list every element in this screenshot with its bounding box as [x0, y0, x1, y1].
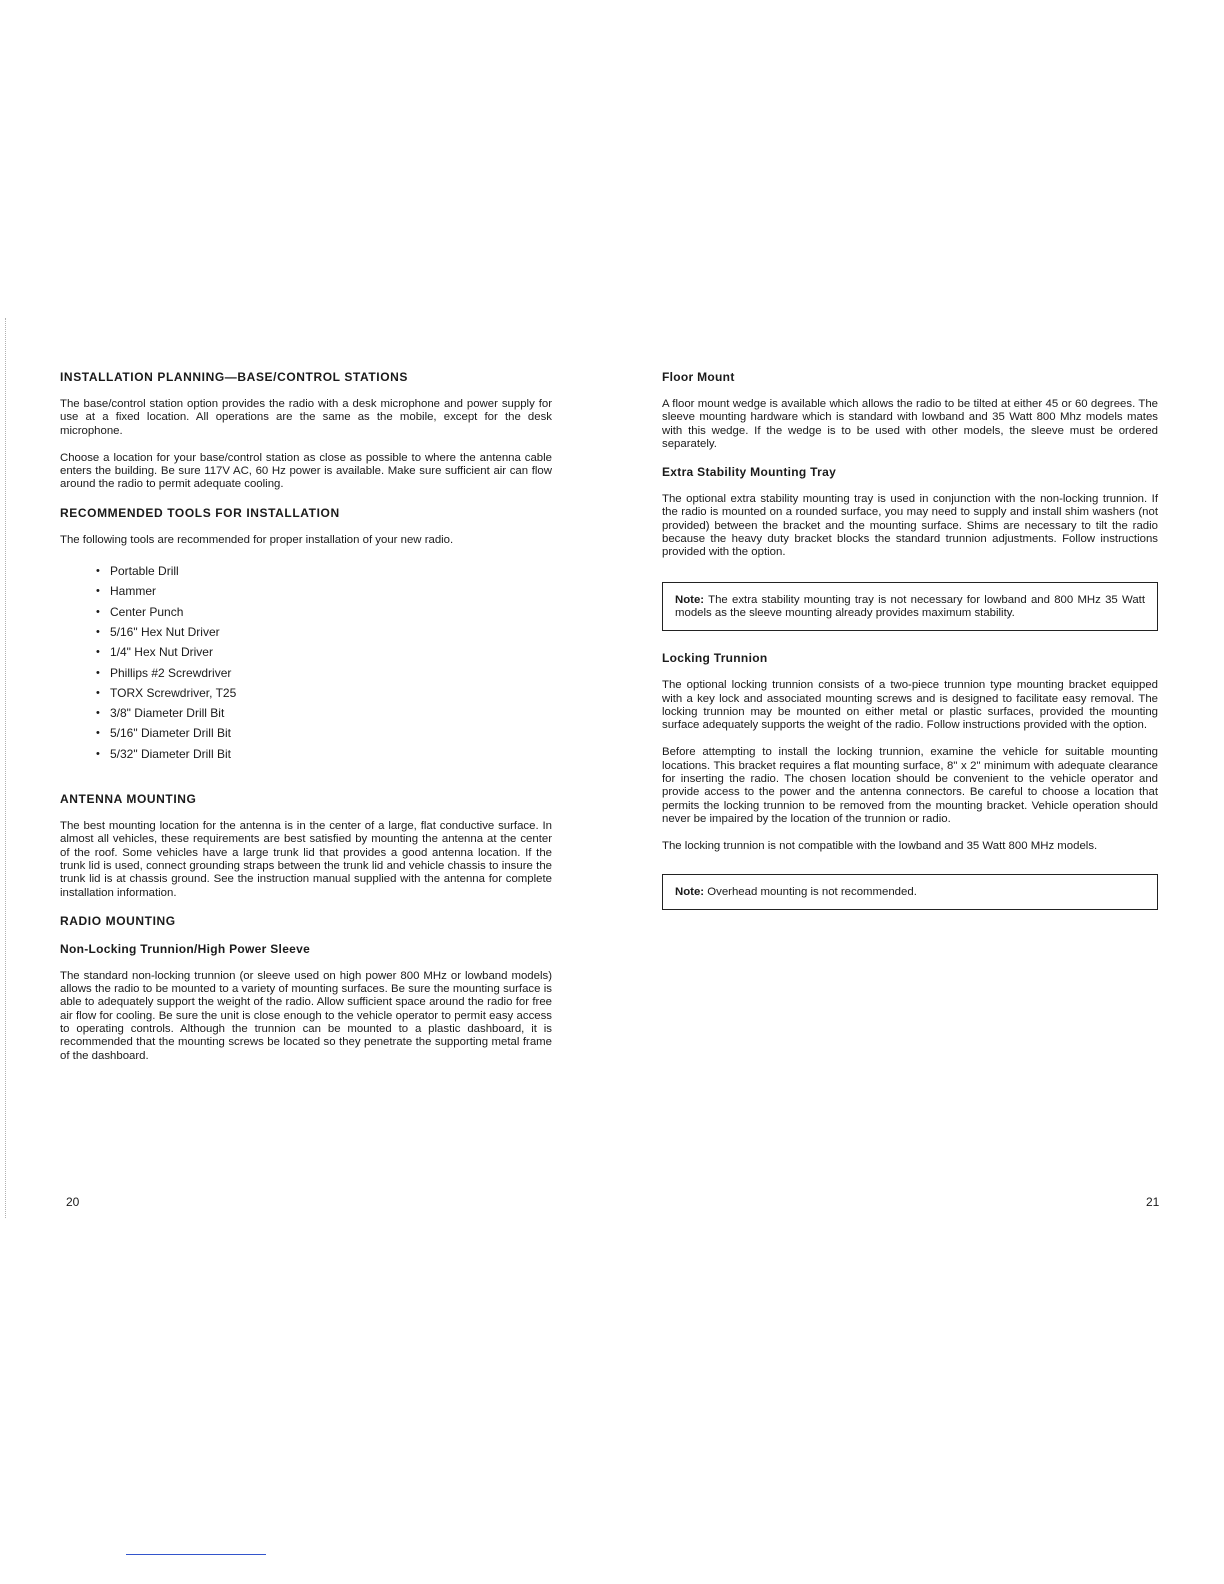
locking-trunnion-paragraph-1: The optional locking trunnion consists of a two-piece trunnion type mounting bracket equipped with a key lock and associated mounting screws and is designed to facilitate easy removal. The locking trunnion may be mounted on either metal or plastic surfaces, provided the mounting surface adequately supports the weight of the radio. Follow instructions provided with the option.: [662, 679, 1158, 732]
left-page: [60, 370, 552, 1077]
recommended-tools-heading: RECOMMENDED TOOLS FOR INSTALLATION: [60, 505, 340, 520]
floor-mount-heading: Floor Mount: [662, 370, 735, 384]
antenna-mounting-paragraph: The best mounting location for the antenna is in the center of a large, flat conductive surface. In almost all vehicles, these requirements are best satisfied by mounting the antenna at the center of the roof. Some vehicles have a large trunk lid that provides a good antenna location. If the trunk lid is used, connect grounding straps between the trunk lid and vehicle chassis to insure the trunk lid is at chassis ground. See the instruction manual supplied with the antenna for complete installation information.: [60, 820, 552, 899]
right-page: [662, 370, 1158, 930]
locking-trunnion-heading: Locking Trunnion: [662, 651, 768, 666]
footer-rule: [126, 1554, 266, 1555]
note-text: [675, 594, 1145, 621]
note-label: Note:: [675, 593, 705, 606]
list-item: • 5/32" Diameter Drill Bit: [96, 744, 552, 764]
non-locking-trunnion-subheading: Non-Locking Trunnion/High Power Sleeve: [60, 941, 311, 956]
list-item: • Hammer: [96, 581, 552, 601]
note-box-overhead: [662, 874, 1158, 910]
list-item: • 5/16" Hex Nut Driver: [96, 622, 552, 642]
locking-trunnion-paragraph-3: The locking trunnion is not compatible with the lowband and 35 Watt 800 MHz models.: [662, 840, 1098, 853]
radio-mounting-heading: RADIO MOUNTING: [60, 913, 176, 928]
locking-trunnion-paragraph-2: Before attempting to install the locking trunnion, examine the vehicle for suitable mounting locations. This bracket requires a flat mounting surface, 8" x 2" minimum with adequate clearance for inserting the radio. The chosen location should be convenient to the vehicle operator and provide access to the power and the antenna connectors. Be careful to choose a location that permits the locking trunnion to be removed from the mounting bracket. Vehicle operation should never be impaired by the location of the trunnion or radio.: [662, 746, 1158, 825]
list-item: • Phillips #2 Screwdriver: [96, 663, 552, 683]
note-box-extra-stability: [662, 582, 1158, 632]
extra-stability-heading: Extra Stability Mounting Tray: [662, 465, 837, 480]
tools-list: [60, 561, 552, 764]
binding-edge: [5, 318, 6, 1218]
list-item: • Center Punch: [96, 602, 552, 622]
page-number-right: 21: [1146, 1195, 1160, 1209]
page-number-left: 20: [66, 1195, 80, 1209]
note-text: [675, 886, 1145, 899]
extra-stability-paragraph: The optional extra stability mounting tray is used in conjunction with the non-locking trunnion. If the radio is mounted on a rounded surface, you may need to supply and install shim washers (not provided) between the bracket and the mounting surface. Shims are necessary to tilt the radio because the heavy duty bracket blocks the standard trunnion adjustments. Follow instructions provided with the option.: [662, 493, 1158, 559]
note-body: The extra stability mounting tray is not necessary for lowband and 800 MHz 35 Watt models as the sleeve mounting already provides maximum stability.: [675, 593, 1145, 619]
non-locking-trunnion-paragraph: The standard non-locking trunnion (or sleeve used on high power 800 MHz or lowband models) allows the radio to be mounted to a variety of mounting surfaces. Be sure the mounting surface is able to adequately support the weight of the radio. Allow sufficient space around the radio for free air flow for cooling. Be sure the unit is close enough to the vehicle operator to permit easy access to operating controls. Although the trunnion can be mounted to a plastic dashboard, it is recommended that the mounting screws be located so they penetrate the supporting metal frame of the dashboard.: [60, 969, 552, 1062]
antenna-mounting-heading: ANTENNA MOUNTING: [60, 792, 197, 807]
list-item: • 3/8" Diameter Drill Bit: [96, 703, 552, 723]
installation-planning-paragraph-2: Choose a location for your base/control station as close as possible to where the antenna cable enters the building. Be sure 117V AC, 60 Hz power is available. Make sure sufficient air can flow around the radio to permit adequate cooling.: [60, 451, 552, 491]
note-body: Overhead mounting is not recommended.: [707, 885, 917, 898]
installation-planning-heading: INSTALLATION PLANNING—BASE/CONTROL STATIONS: [60, 370, 409, 384]
installation-planning-paragraph-1: The base/control station option provides the radio with a desk microphone and power supply for use at a fixed location. All operations are the same as the mobile, except for the desk microphone.: [60, 398, 552, 437]
recommended-tools-intro: The following tools are recommended for proper installation of your new radio.: [60, 533, 454, 546]
floor-mount-paragraph: A floor mount wedge is available which allows the radio to be tilted at either 45 or 60 degrees. The sleeve mounting hardware which is standard with lowband and 35 Watt 800 Mhz models mates with this wedge. If the wedge is to be used with other models, the sleeve must be ordered separately.: [662, 398, 1158, 450]
list-item: • 5/16" Diameter Drill Bit: [96, 723, 552, 743]
list-item: • TORX Screwdriver, T25: [96, 683, 552, 703]
list-item: • 1/4" Hex Nut Driver: [96, 642, 552, 662]
note-label: Note:: [675, 885, 705, 898]
list-item: • Portable Drill: [96, 561, 552, 581]
